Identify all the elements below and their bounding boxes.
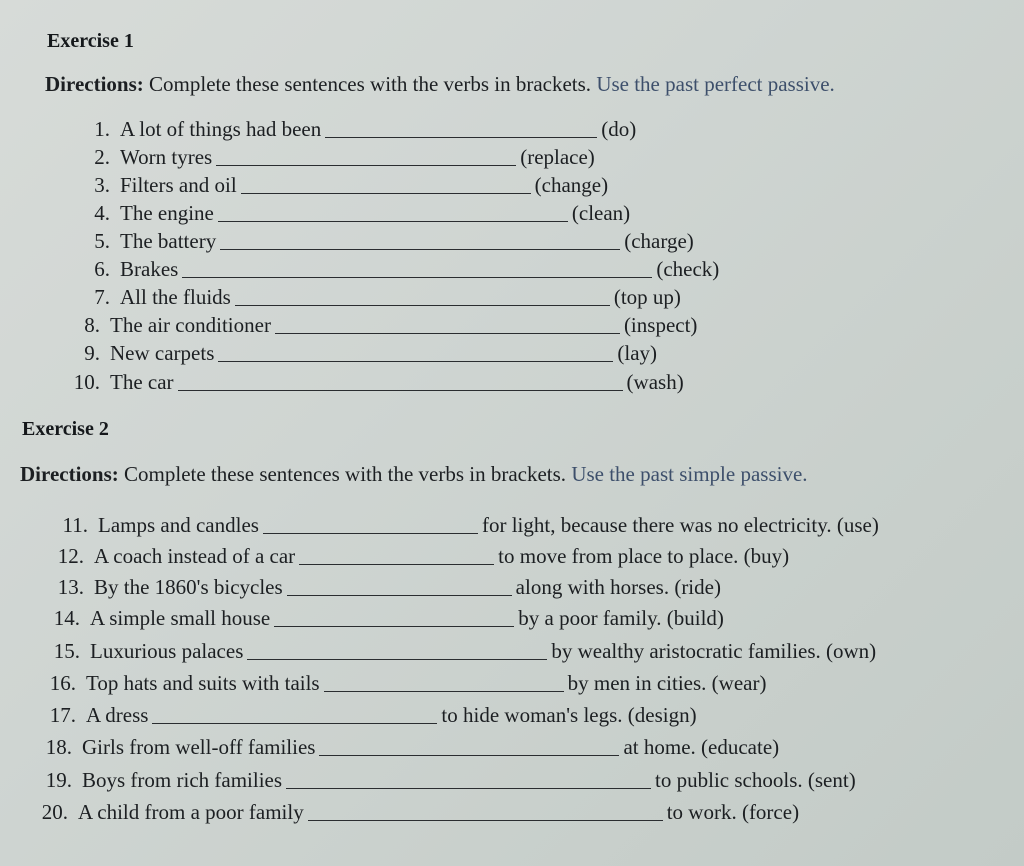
exercise1-item [82,282,681,310]
answer-blank[interactable] [287,577,512,596]
exercise2-item [32,797,799,825]
answer-blank[interactable] [216,147,516,166]
item-text: Top hats and suits with tails [86,671,320,695]
exercise1-title: Exercise 1 [47,30,134,52]
answer-blank[interactable] [319,737,619,756]
item-number: 5. [94,229,110,253]
answer-blank[interactable] [178,372,623,391]
item-text: A dress [86,703,149,727]
exercise2-item [44,603,724,631]
item-text: A simple small house [90,606,271,630]
item-text: Boys from rich families [82,768,283,792]
item-number: 6. [94,257,110,281]
item-text: Lamps and candles [98,513,259,537]
exercise1-directions-label: Directions: [45,72,144,96]
item-number: 4. [94,201,110,225]
item-number: 19. [45,768,72,792]
item-number: 2. [94,145,110,169]
answer-blank[interactable] [182,259,652,278]
item-hint: for light, because there was no electricity. (use) [481,513,879,537]
exercise1-directions [45,72,835,97]
item-text: All the fluids [120,285,231,309]
exercise1-item [82,226,694,254]
exercise1-directions-highlight: Use the past perfect passive. [596,72,835,96]
answer-blank[interactable] [218,343,613,362]
answer-blank[interactable] [308,802,663,821]
exercise1-directions-text: Complete these sentences with the verbs in brackets. [143,72,597,96]
item-hint: (lay) [617,341,658,365]
item-hint: (wash) [626,370,684,394]
item-number: 1. [94,117,110,141]
item-hint: by a poor family. (build) [518,606,724,630]
item-hint: to work. (force) [666,800,800,824]
item-number: 12. [57,544,84,568]
answer-blank[interactable] [235,287,610,306]
item-hint: (charge) [624,229,694,253]
item-text: Luxurious palaces [90,639,244,663]
answer-blank[interactable] [263,515,478,534]
answer-blank[interactable] [324,673,564,692]
exercise1-item [82,254,719,282]
item-number: 11. [62,513,88,537]
item-text: By the 1860's bicycles [94,575,283,599]
exercise2-item [48,572,721,600]
item-hint: (clean) [571,201,631,225]
item-hint: (inspect) [623,313,698,337]
answer-blank[interactable] [152,705,437,724]
exercise2-directions-highlight: Use the past simple passive. [571,462,808,486]
answer-blank[interactable] [275,315,620,334]
item-number: 8. [84,313,100,337]
answer-blank[interactable] [247,641,547,660]
exercise2-directions [20,462,808,487]
exercise2-directions-text: Complete these sentences with the verbs in brackets. [118,462,572,486]
item-hint: (do) [601,117,637,141]
exercise2-directions-label: Directions: [20,462,119,486]
exercise1-item [62,367,684,395]
item-text: Worn tyres [120,145,213,169]
exercise2-item [36,765,856,793]
item-text: New carpets [110,341,215,365]
exercise2-item [36,732,779,760]
item-hint: at home. (educate) [623,735,780,759]
item-text: A lot of things had been [120,117,322,141]
exercise2-item [40,668,766,696]
answer-blank[interactable] [325,119,597,138]
answer-blank[interactable] [299,546,494,565]
item-text: A coach instead of a car [94,544,296,568]
item-number: 15. [53,639,80,663]
answer-blank[interactable] [218,203,568,222]
exercise1-item [82,170,608,198]
item-hint: to move from place to place. (buy) [498,544,790,568]
answer-blank[interactable] [286,770,651,789]
item-text: The air conditioner [110,313,271,337]
item-text: The engine [120,201,214,225]
item-number: 18. [45,735,72,759]
item-text: The car [110,370,174,394]
item-number: 3. [94,173,110,197]
item-hint: to public schools. (sent) [655,768,856,792]
item-hint: by wealthy aristocratic families. (own) [551,639,877,663]
item-number: 14. [53,606,80,630]
item-number: 7. [94,285,110,309]
item-number: 20. [41,800,68,824]
item-hint: (change) [534,173,609,197]
exercise2-item [40,700,697,728]
exercise2-title: Exercise 2 [22,418,109,440]
answer-blank[interactable] [274,608,514,627]
item-number: 9. [84,341,100,365]
answer-blank[interactable] [241,175,531,194]
item-hint: by men in cities. (wear) [567,671,767,695]
item-number: 10. [73,370,100,394]
item-text: The battery [120,229,217,253]
answer-blank[interactable] [220,231,620,250]
item-number: 16. [49,671,76,695]
item-hint: (check) [656,257,720,281]
item-number: 13. [57,575,84,599]
exercise1-item [82,114,636,142]
item-hint: (top up) [613,285,681,309]
exercise1-item [82,142,595,170]
item-text: A child from a poor family [78,800,304,824]
item-hint: along with horses. (ride) [515,575,721,599]
item-text: Brakes [120,257,179,281]
exercise1-item [72,310,697,338]
item-number: 17. [49,703,76,727]
exercise2-item [52,510,879,538]
exercise1-item [72,338,657,366]
item-hint: (replace) [520,145,595,169]
exercise2-item [48,541,789,569]
exercise1-item [82,198,630,226]
item-hint: to hide woman's legs. (design) [441,703,697,727]
item-text: Girls from well-off families [82,735,316,759]
item-text: Filters and oil [120,173,237,197]
exercise2-item [44,636,876,664]
